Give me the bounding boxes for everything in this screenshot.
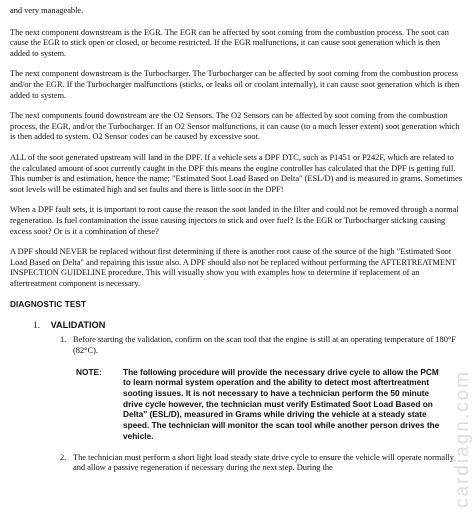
- paragraph-intro-tail: and very manageable.: [10, 6, 84, 15]
- validation-heading: [33, 320, 462, 330]
- step-text: The technician must perform a short light load steady state drive cycle to ensure the vehicle will operate normally and allow a passive regeneration if necessary during the next step. During the: [73, 452, 454, 473]
- paragraph-turbocharger: The next component downstream is the Turbocharger. The Turbocharger can be affected by soot coming from the combustion process and/or the EGR. If the Turbocharger malfunctions (sticks, or leaks oil or coolant internally), it can cause soot generation which is then added to system.: [10, 69, 460, 100]
- paragraph-dpf-soot: ALL of the soot generated upstream will land in the DPF. If a vehicle sets a DPF DTC, such as P1451 or P242F, which are related to the calculated amount of soot currently caught in the DPF this means the engine controller has calculated that the DPF is getting full. This number is and estimation, hence the name; "Estimated Soot Load Based on Delta" (ESL/D) and is measured in grams. Sometimes soot levels will be estimated high and set faults and there is little soot in the DPF!: [10, 152, 463, 194]
- step-item: [60, 453, 462, 474]
- paragraph-egr: The next component downstream is the EGR. The EGR can be affected by soot coming from the combustion process. The soot can cause the EGR to stick open or closed, or become restricted. If the EGR malfunctions, it can cause soot generation which is then added to system.: [10, 27, 449, 58]
- section-title: DIAGNOSTIC TEST: [10, 300, 87, 310]
- paragraph-dpf-replacement: A DPF should NEVER be replaced without first determining if there is another root cause of the source of the high "Estimated Soot Load Based on Delta" and repairing this issue also. A DPF should also not be replaced without performing the AFTERTREATMENT INSPECTION GUIDELINE procedure. This will visually show you with examples how to determine if replacement of an aftertreatment component is necessary.: [10, 247, 457, 288]
- note-label: NOTE:: [76, 366, 102, 377]
- step-text: Before starting the validation, confirm on the scan tool that the engine is still at an operating temperature of 180°F (82°C).: [73, 335, 456, 356]
- validation-number: 1.: [33, 320, 40, 331]
- paragraph-o2-sensors: The next components found downstream are the O2 Sensors. The O2 Sensors can be affected by soot coming from the combustion process, the EGR, and/or the Turbocharger. If an O2 Sensor malfunctions, it can cause (to a much lesser extent) soot generation which is then added to system. O2 Sensor codes can be caused by excessive soot.: [10, 111, 460, 142]
- step-number: 2.: [60, 452, 67, 462]
- step-number: 1.: [60, 335, 67, 345]
- note-text: The following procedure will provide the necessary drive cycle to allow the PCM to learn normal system operation and the ability to detect most aftertreatment sooting issues. It is not necessary to have a technician perform the 50 minute drive cycle however, the technician must verify Estimated Soot Load Based on Delta" (ESL/D), measured in Grams while driving the vehicle at a steady state speed. The technician will monitor the scan tool while another person drives the vehicle.: [123, 366, 440, 441]
- paragraph-dpf-fault: When a DPF fault sets, it is important to root cause the reason the soot landed in the filter and could not be removed through a normal regeneration. Is fuel contamination the issue causing injectors to stick and over fuel? Is the EGR or Turbocharger sticking causing excess soot? Or is it a combination of these?: [10, 205, 459, 236]
- watermark: [448, 300, 472, 510]
- validation-title: VALIDATION: [50, 320, 106, 331]
- step-item: [60, 335, 462, 356]
- note-block: [60, 367, 462, 442]
- watermark-text: cardiagn.com: [452, 369, 473, 508]
